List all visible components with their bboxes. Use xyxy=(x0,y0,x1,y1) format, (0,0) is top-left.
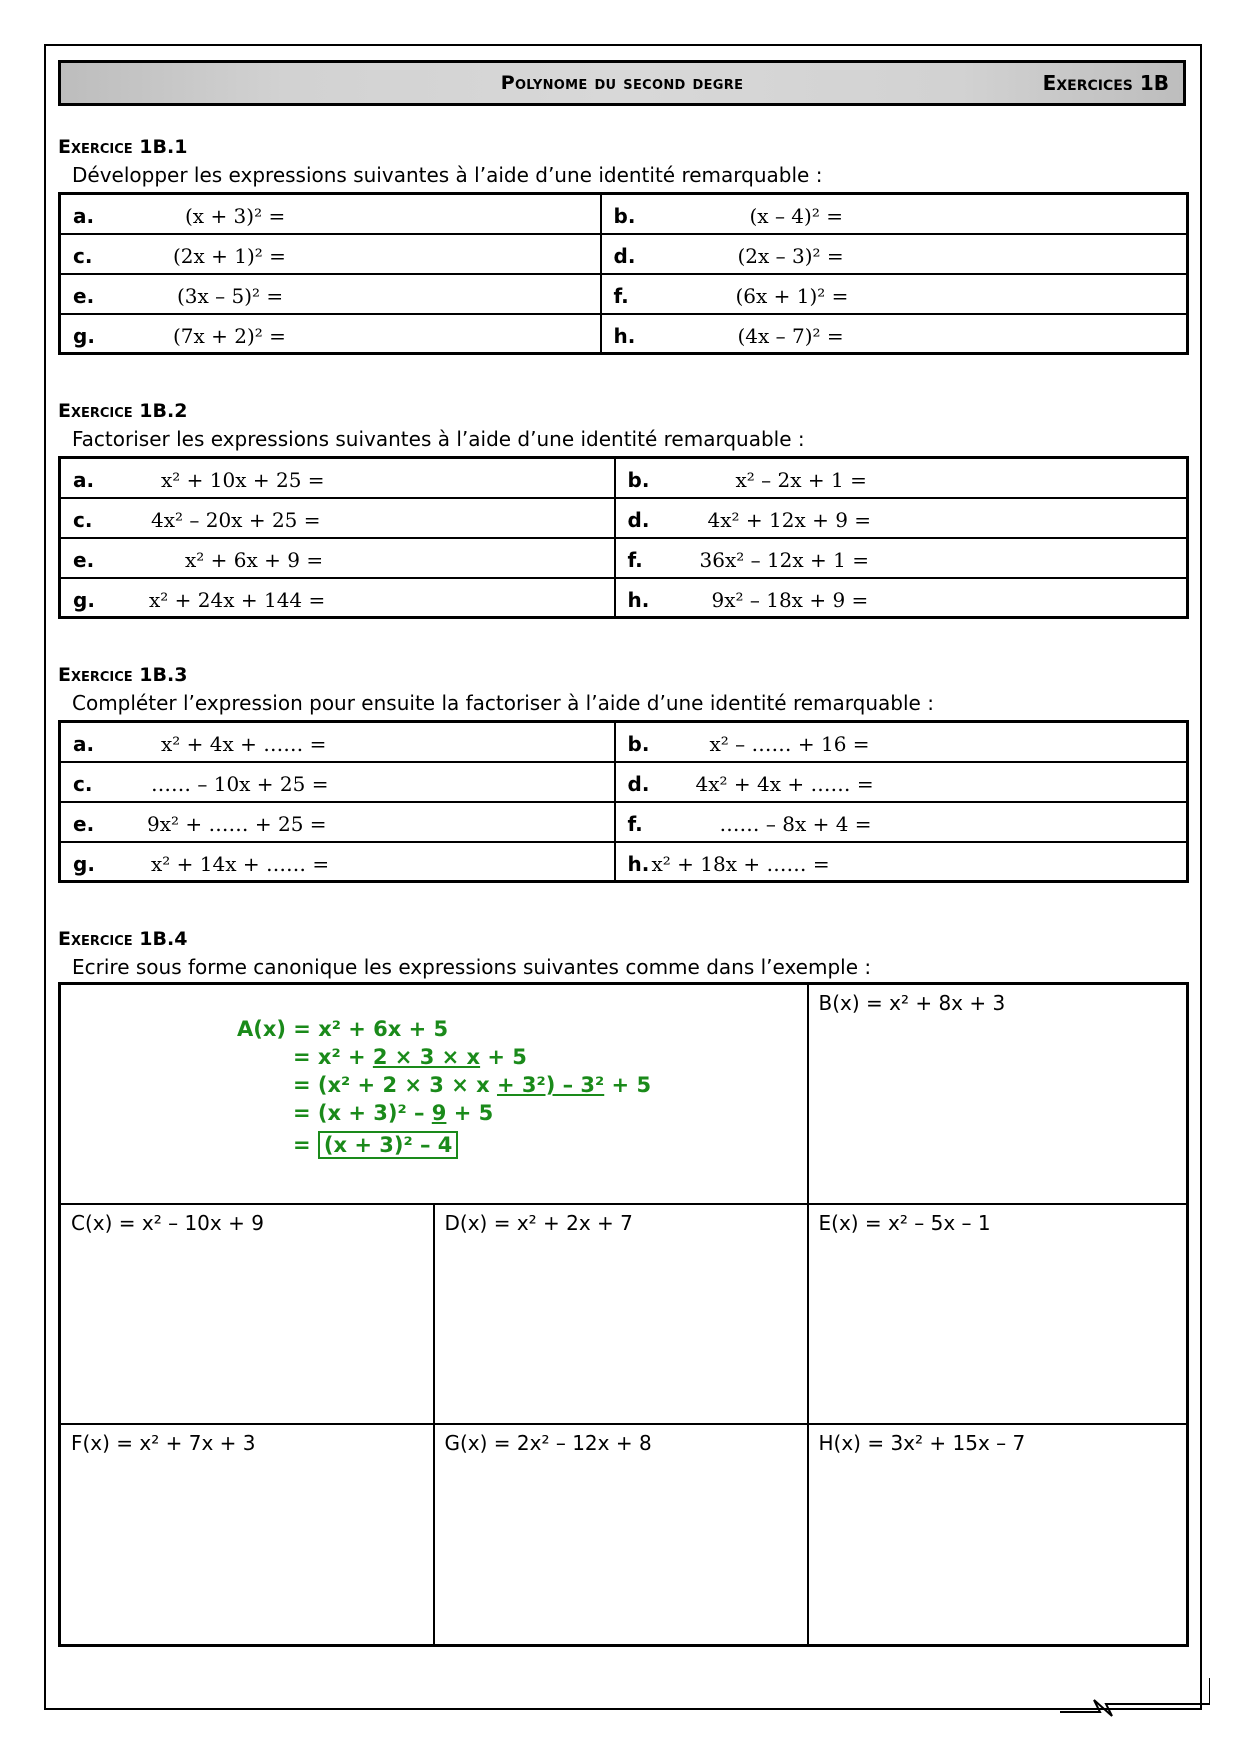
item-label: a. xyxy=(73,204,95,228)
ex4-cell-B[interactable] xyxy=(808,984,1188,1204)
item-expression: x² + 24x + 144 = xyxy=(149,587,326,612)
item-expression: x² + 6x + 9 = xyxy=(185,547,324,572)
ex4-example-cell xyxy=(60,984,808,1204)
ex4-table xyxy=(58,982,1189,1647)
item-expression: 4x² + 12x + 9 = xyxy=(707,507,872,532)
example-text: = (x + 3)² – xyxy=(293,1101,432,1125)
ex1-cell-h[interactable] xyxy=(601,314,1188,354)
item-label: g. xyxy=(73,323,95,348)
item-label: h. xyxy=(627,851,650,876)
item-label: f. xyxy=(627,811,643,836)
item-expression: …… – 10x + 25 = xyxy=(151,771,329,796)
ex2-cell-d[interactable] xyxy=(615,498,1188,538)
ex1-cell-a[interactable] xyxy=(60,194,601,234)
item-label: e. xyxy=(73,811,95,836)
ex1-cell-g[interactable] xyxy=(60,314,601,354)
ex1-cell-c[interactable] xyxy=(60,234,601,274)
item-label: c. xyxy=(73,243,93,268)
ex3-table xyxy=(58,720,1189,883)
cell-expression: H(x) = 3x² + 15x – 7 xyxy=(818,1430,1026,1455)
item-expression: 9x² – 18x + 9 = xyxy=(711,587,869,612)
item-label: b. xyxy=(613,204,636,228)
item-label: h. xyxy=(613,323,636,348)
example-text: = x² + xyxy=(293,1045,373,1069)
item-expression: (x – 4)² = xyxy=(749,204,843,228)
example-text: + 5 xyxy=(446,1101,494,1125)
ex4-cell-D[interactable] xyxy=(434,1204,808,1424)
ex4-cell-F[interactable] xyxy=(60,1424,434,1646)
ex3-title: Exercice 1B.3 xyxy=(58,664,188,686)
ex1-table xyxy=(58,192,1189,355)
ex4-cell-G[interactable] xyxy=(434,1424,808,1646)
ex4-cell-C[interactable] xyxy=(60,1204,434,1424)
item-expression: 4x² – 20x + 25 = xyxy=(151,507,321,532)
ex3-cell-a[interactable] xyxy=(60,722,615,762)
ex3-cell-b[interactable] xyxy=(615,722,1188,762)
example-line-5 xyxy=(293,1133,458,1157)
ex4-cell-H[interactable] xyxy=(808,1424,1188,1646)
ex1-cell-f[interactable] xyxy=(601,274,1188,314)
item-label: g. xyxy=(73,587,95,612)
ex3-cell-g[interactable] xyxy=(60,842,615,882)
item-expression: x² – 2x + 1 = xyxy=(735,468,867,492)
ex3-instruction: Compléter l’expression pour ensuite la factoriser à l’aide d’une identité remarquable : xyxy=(72,691,934,715)
item-expression: 9x² + …… + 25 = xyxy=(147,811,327,836)
ex4-cell-E[interactable] xyxy=(808,1204,1188,1424)
item-expression: (7x + 2)² = xyxy=(173,323,286,348)
ex2-cell-h[interactable] xyxy=(615,578,1188,618)
cell-expression: B(x) = x² + 8x + 3 xyxy=(818,991,1006,1015)
ex3-cell-d[interactable] xyxy=(615,762,1188,802)
ex2-cell-g[interactable] xyxy=(60,578,615,618)
ex1-instruction: Développer les expressions suivantes à l’aide d’une identité remarquable : xyxy=(72,163,823,187)
item-expression: x² + 18x + …… = xyxy=(651,851,830,876)
cell-expression: F(x) = x² + 7x + 3 xyxy=(71,1430,256,1455)
item-label: b. xyxy=(627,468,650,492)
item-label: d. xyxy=(613,243,636,268)
item-label: e. xyxy=(73,283,95,308)
ex3-cell-f[interactable] xyxy=(615,802,1188,842)
page-corner-mark xyxy=(1060,1678,1210,1718)
item-label: d. xyxy=(627,507,650,532)
item-label: d. xyxy=(627,771,650,796)
item-expression: (3x – 5)² = xyxy=(177,283,284,308)
page-title: Polynome du second degre xyxy=(500,72,744,94)
cell-expression: E(x) = x² – 5x – 1 xyxy=(818,1210,991,1235)
item-expression: x² + 4x + …… = xyxy=(161,732,327,756)
item-expression: x² + 10x + 25 = xyxy=(161,468,325,492)
ex2-instruction: Factoriser les expressions suivantes à l’aide d’une identité remarquable : xyxy=(72,427,805,451)
ex2-cell-f[interactable] xyxy=(615,538,1188,578)
item-label: a. xyxy=(73,468,95,492)
ex2-cell-e[interactable] xyxy=(60,538,615,578)
item-expression: x² + 14x + …… = xyxy=(151,851,330,876)
ex2-cell-b[interactable] xyxy=(615,458,1188,498)
example-line-4 xyxy=(293,1101,493,1125)
item-label: g. xyxy=(73,851,95,876)
item-expression: …… – 8x + 4 = xyxy=(719,811,872,836)
example-text: + 5 xyxy=(604,1073,652,1097)
example-line-1: A(x) = x² + 6x + 5 xyxy=(237,1017,449,1041)
example-text: = xyxy=(293,1133,311,1157)
ex2-title: Exercice 1B.2 xyxy=(58,400,188,422)
item-expression: x² – …… + 16 = xyxy=(709,732,870,756)
example-underlined: 2 × 3 × x xyxy=(372,1045,481,1069)
example-underlined: 9 xyxy=(431,1101,447,1125)
example-line-3 xyxy=(293,1073,651,1097)
ex4-instruction: Ecrire sous forme canonique les expressions suivantes comme dans l’exemple : xyxy=(72,955,872,979)
item-expression: 4x² + 4x + …… = xyxy=(695,771,874,796)
ex3-cell-c[interactable] xyxy=(60,762,615,802)
ex2-table xyxy=(58,456,1189,619)
item-expression: (6x + 1)² = xyxy=(735,283,849,308)
item-expression: (x + 3)² = xyxy=(185,204,286,228)
ex4-title: Exercice 1B.4 xyxy=(58,928,188,950)
item-label: h. xyxy=(627,587,650,612)
cell-expression: G(x) = 2x² – 12x + 8 xyxy=(444,1430,652,1455)
example-line-2 xyxy=(293,1045,527,1069)
example-result-box: (x + 3)² – 4 xyxy=(318,1131,459,1159)
item-label: b. xyxy=(627,732,650,756)
ex2-cell-a[interactable] xyxy=(60,458,615,498)
ex3-cell-e[interactable] xyxy=(60,802,615,842)
item-label: e. xyxy=(73,547,95,572)
item-label: c. xyxy=(73,771,93,796)
item-label: f. xyxy=(627,547,643,572)
item-expression: 36x² – 12x + 1 = xyxy=(699,547,870,572)
item-expression: (2x + 1)² = xyxy=(173,243,286,268)
ex1-cell-b[interactable] xyxy=(601,194,1188,234)
item-label: f. xyxy=(613,283,629,308)
ex2-cell-c[interactable] xyxy=(60,498,615,538)
example-underlined: + 3²) – 3² xyxy=(496,1073,605,1097)
item-label: a. xyxy=(73,732,95,756)
ex3-cell-h[interactable] xyxy=(615,842,1188,882)
cell-expression: C(x) = x² – 10x + 9 xyxy=(71,1210,264,1235)
exercise-set-code: Exercices 1B xyxy=(1042,71,1169,95)
item-expression: (2x – 3)² = xyxy=(737,243,844,268)
ex1-cell-d[interactable] xyxy=(601,234,1188,274)
item-label: c. xyxy=(73,507,93,532)
item-expression: (4x – 7)² = xyxy=(737,323,844,348)
ex1-title: Exercice 1B.1 xyxy=(58,136,188,158)
example-text: + 5 xyxy=(480,1045,527,1069)
example-text: = (x² + 2 × 3 × x xyxy=(293,1073,497,1097)
cell-expression: D(x) = x² + 2x + 7 xyxy=(444,1210,633,1235)
ex1-cell-e[interactable] xyxy=(60,274,601,314)
page-header xyxy=(58,60,1186,106)
